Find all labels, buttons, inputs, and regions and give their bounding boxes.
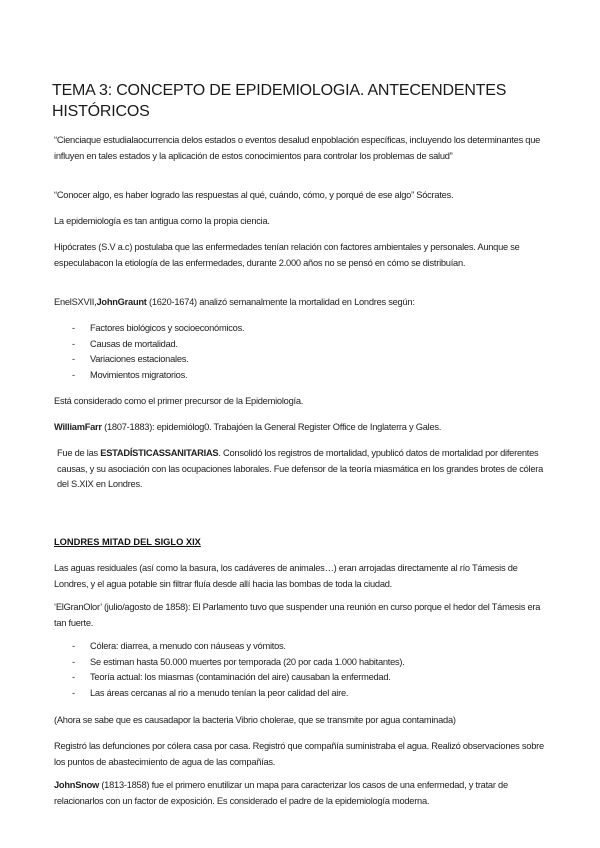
bullet-dash: - — [72, 338, 75, 349]
london-facts-list — [72, 639, 552, 701]
paragraph-great-stink: ‘ElGranOlor’ (julio/agosto de 1858): El Parlamento tuvo que suspender una reunión en curso porque el hedor del Támesis era tan fuerte. — [54, 602, 541, 628]
list-item: - Variaciones estacionales. — [72, 352, 552, 368]
snow-text: (1813-1858) fue el primero enutilizar un mapa para caracterizar los casos de una enfermedad, y tratar de relacionarlos con un factor de exposición. Es considerado el padre de la epidemiología moderna. — [54, 780, 508, 806]
paragraph-precursor: Está considerado como el primer precursor de la Epidemiología. — [54, 396, 304, 406]
list-item: - Movimientos migratorios. — [72, 368, 552, 384]
statistics-term: ESTADÍSTICASSANITARIAS — [100, 448, 219, 458]
bullet-dash: - — [72, 687, 75, 698]
definition-quote: “Cienciaque estudialaocurrencia delos estados o eventos desalud enpoblación específicas, incluyendo los determinantes que influyen en tales estados y la aplicación de estos conocimientos para controlar los problemas de salud” — [54, 135, 541, 161]
list-item: - Se estiman hasta 50.000 muertes por temporada (20 por cada 1.000 habitantes). — [72, 655, 552, 671]
bullet-dash: - — [72, 369, 75, 380]
section-heading-london: LONDRES MITAD DEL SIGLO XIX — [54, 537, 201, 547]
graunt-factor-list — [72, 321, 552, 383]
paragraph-vibrio-note: (Ahora se sabe que es causadapor la bacteria Vibrio cholerae, que se transmite por agua contaminada) — [54, 715, 456, 725]
graunt-name: JohnGraunt — [96, 297, 147, 307]
list-item: - Factores biológicos y socioeconómicos. — [72, 321, 552, 337]
paragraph-sewage: Las aguas residuales (así como la basura, los cadáveres de animales…) eran arrojadas directamente al río Támesis de Londres, y el agua potable sin filtrar fluía desde allí hacia las bombas de toda la ciudad. — [54, 563, 518, 589]
list-item: - Las áreas cercanas al rio a menudo tenían la peor calidad del aire. — [72, 686, 552, 702]
socrates-quote: “Conocer algo, es haber logrado las respuestas al qué, cuándo, cómo, y porqué de ese algo” Sócrates. — [54, 190, 454, 200]
graunt-intro: EnelSXVII, — [54, 297, 97, 307]
list-item: - Teoría actual: los miasmas (contaminación del aire) causaban la enfermedad. — [72, 670, 552, 686]
list-item: - Cólera: diarrea, a menudo con náuseas y vómitos. — [72, 639, 552, 655]
bullet-dash: - — [72, 641, 75, 651]
paragraph-farr — [54, 420, 554, 436]
page-title: TEMA 3: CONCEPTO DE EPIDEMIOLOGIA. ANTECENDENTES HISTÓRICOS — [52, 82, 507, 120]
paragraph-graunt — [54, 295, 554, 311]
paragraph-registry: Registró las defunciones por cólera casa por casa. Registró que compañía suministraba el agua. Realizó observaciones sobre los puntos de abastecimiento de agua de las compañías. — [54, 741, 544, 767]
snow-name: JohnSnow — [54, 780, 99, 790]
bullet-dash: - — [72, 354, 75, 365]
farr-name: WilliamFarr — [54, 422, 102, 432]
bullet-dash: - — [72, 323, 75, 333]
list-item: - Causas de mortalidad. — [72, 337, 552, 353]
paragraph-snow — [54, 778, 554, 809]
bullet-dash: - — [72, 656, 75, 667]
paragraph-hippocrates: Hipócrates (S.V a.c) postulaba que las enfermedades tenían relación con factores ambientales y personales. Aunque se especulabacon la etiología de las enfermedades, durante 2.000 años no se pensó en cómo se distribuían. — [54, 242, 520, 268]
paragraph-antiquity: La epidemiología es tan antigua como la propia ciencia. — [54, 216, 270, 226]
bullet-dash: - — [72, 672, 75, 683]
graunt-text: (1620-1674) analizó semanalmente la mortalidad en Londres según: — [146, 297, 415, 307]
paragraph-statistics: Fue de las ESTADÍSTICASSANITARIAS. Consolidó los registros de mortalidad, ypublicó datos de mortalidad por diferentes causas, y su asociación con las ocupaciones laborales. Fue defensor de la teoría miasmática en los grandes brotes de cólera del S.XIX en Londres. — [57, 448, 544, 490]
farr-text: (1807-1883): epidemiólog0. Trabajóen la General Register Office de Inglaterra y Gales. — [101, 422, 442, 432]
